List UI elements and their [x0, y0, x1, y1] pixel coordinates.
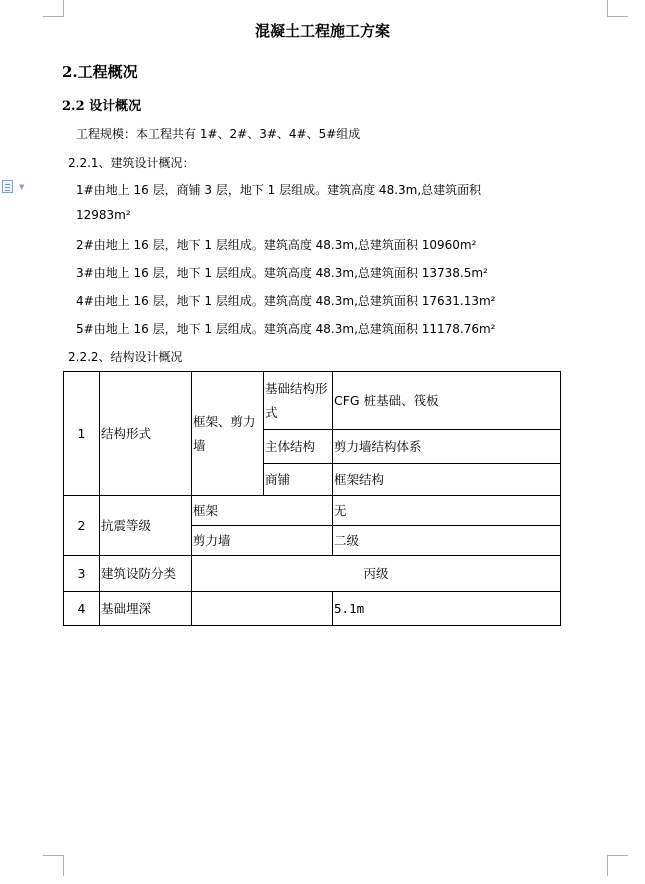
sub-label: 基础结构形式 — [264, 372, 333, 430]
arch-line-3: 3#由地上 16 层，地下 1 层组成。建筑高度 48.3m,总建筑面积 13738.5m² — [76, 266, 488, 280]
table-row — [64, 592, 561, 626]
heading-design-overview: 2.2 设计概况 — [62, 99, 142, 114]
row-value: 丙级 — [192, 556, 561, 592]
structure-table — [63, 371, 561, 626]
structure-type: 框架、剪力墙 — [192, 372, 264, 496]
sub-value: 二级 — [333, 526, 561, 556]
crop-mark-top-right — [607, 0, 628, 17]
sub-value: CFG 桩基础、筏板 — [333, 372, 561, 430]
sub-label: 主体结构 — [264, 430, 333, 464]
sub-label: 剪力墙 — [192, 526, 333, 556]
row-label: 结构形式 — [100, 372, 192, 496]
crop-mark-top-left — [43, 0, 64, 17]
sub-value: 框架结构 — [333, 464, 561, 496]
crop-mark-bottom-left — [43, 855, 64, 876]
row-number: 1 — [64, 372, 100, 496]
arch-line-4: 4#由地上 16 层，地下 1 层组成。建筑高度 48.3m,总建筑面积 17631.13m² — [76, 294, 496, 308]
table-row — [64, 372, 561, 430]
heading-project-overview: 2.工程概况 — [62, 63, 138, 81]
table-row — [64, 496, 561, 526]
crop-mark-bottom-right — [607, 855, 628, 876]
sub-value: 剪力墙结构体系 — [333, 430, 561, 464]
row-number: 3 — [64, 556, 100, 592]
arch-line-1-cont: 12983m² — [76, 208, 131, 222]
row-number: 4 — [64, 592, 100, 626]
sub-value: 无 — [333, 496, 561, 526]
document-icon[interactable] — [2, 180, 13, 193]
dropdown-caret-icon[interactable]: ▼ — [19, 183, 25, 191]
row-label: 基础埋深 — [100, 592, 192, 626]
table-row — [64, 556, 561, 592]
structure-heading: 2.2.2、结构设计概况 — [68, 350, 183, 364]
arch-line-1: 1#由地上 16 层，商铺 3 层，地下 1 层组成。建筑高度 48.3m,总建筑面积 — [76, 183, 482, 197]
project-scale-line: 工程规模：本工程共有 1#、2#、3#、4#、5#组成 — [76, 127, 361, 141]
empty-cell — [192, 592, 333, 626]
row-label: 抗震等级 — [100, 496, 192, 556]
sub-label: 商铺 — [264, 464, 333, 496]
row-label: 建筑设防分类 — [100, 556, 192, 592]
arch-line-5: 5#由地上 16 层，地下 1 层组成。建筑高度 48.3m,总建筑面积 11178.76m² — [76, 322, 496, 336]
sub-label: 框架 — [192, 496, 333, 526]
row-number: 2 — [64, 496, 100, 556]
architecture-heading: 2.2.1、建筑设计概况： — [68, 156, 195, 170]
document-title: 混凝土工程施工方案 — [254, 22, 390, 40]
row-value: 5.1m — [333, 592, 561, 626]
arch-line-2: 2#由地上 16 层，地下 1 层组成。建筑高度 48.3m,总建筑面积 10960m² — [76, 238, 477, 252]
